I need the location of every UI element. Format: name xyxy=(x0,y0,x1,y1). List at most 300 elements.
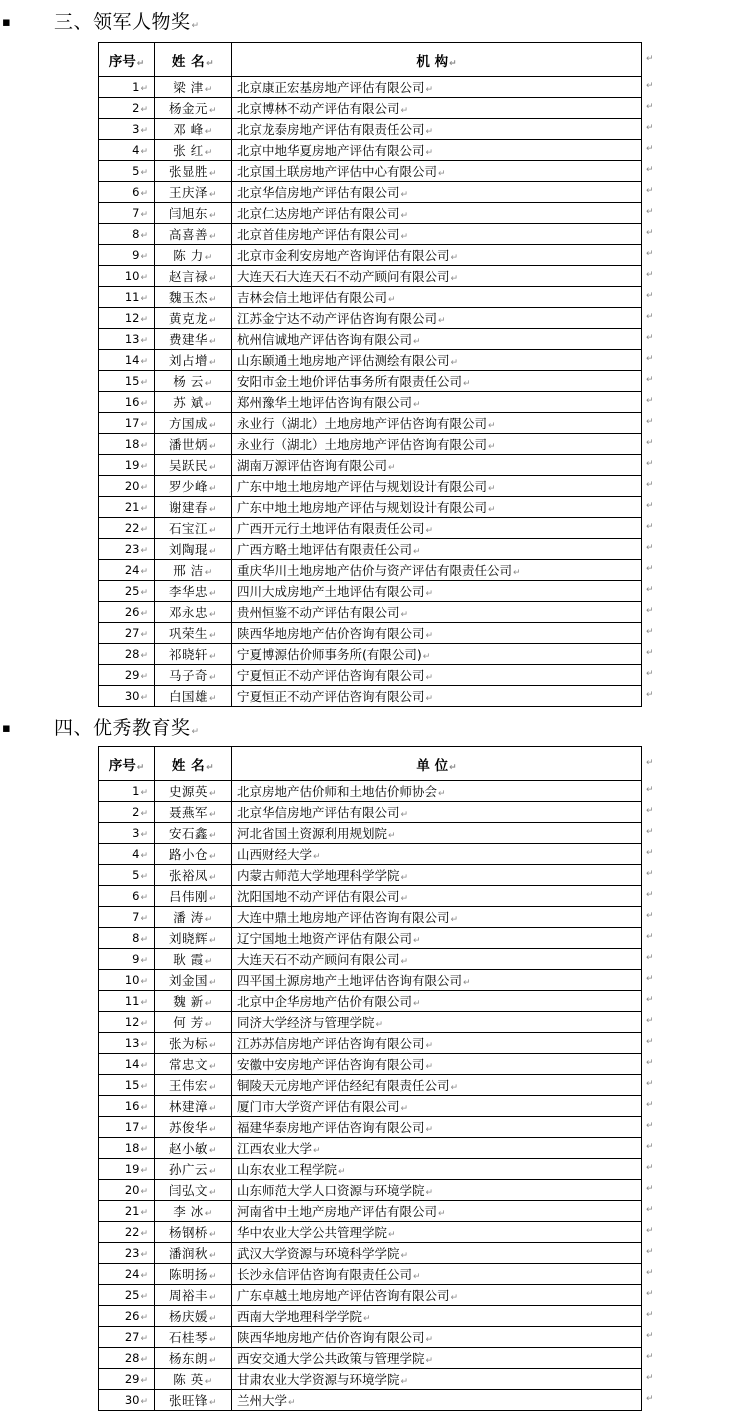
row-end-mark: ↵ xyxy=(646,1016,654,1026)
table-row xyxy=(99,1243,642,1264)
person-name: 巩荣生↵ xyxy=(155,623,232,644)
person-name: 赵言禄↵ xyxy=(155,266,232,287)
row-number: 4↵ xyxy=(99,140,155,161)
organization: 北京国土联房地产评估中心有限公司↵ xyxy=(232,161,642,182)
organization: 江西农业大学↵ xyxy=(232,1138,642,1159)
person-name: 聂燕军↵ xyxy=(155,802,232,823)
table-header-row xyxy=(99,43,642,77)
table-row xyxy=(99,1327,642,1348)
person-name: 陈 英↵ xyxy=(155,1369,232,1390)
row-end-mark: ↵ xyxy=(646,186,654,196)
organization: 永业行（湖北）土地房地产评估咨询有限公司↵ xyxy=(232,434,642,455)
row-end-mark: ↵ xyxy=(646,890,654,900)
person-name: 周裕丰↵ xyxy=(155,1285,232,1306)
table-header-row xyxy=(99,747,642,781)
row-number: 3↵ xyxy=(99,119,155,140)
list-bullet: ▪ xyxy=(2,721,11,736)
table-row xyxy=(99,665,642,686)
row-number: 25↵ xyxy=(99,1285,155,1306)
row-number: 22↵ xyxy=(99,518,155,539)
person-name: 何 芳↵ xyxy=(155,1012,232,1033)
table-row xyxy=(99,949,642,970)
person-name: 潘世炳↵ xyxy=(155,434,232,455)
person-name: 费建华↵ xyxy=(155,329,232,350)
row-end-mark: ↵ xyxy=(646,102,654,112)
row-number: 10↵ xyxy=(99,266,155,287)
row-number: 2↵ xyxy=(99,98,155,119)
leadership-table-body xyxy=(99,77,642,707)
row-number: 3↵ xyxy=(99,823,155,844)
table-row xyxy=(99,1180,642,1201)
row-number: 27↵ xyxy=(99,623,155,644)
person-name: 张为标↵ xyxy=(155,1033,232,1054)
header-name: 姓 名↵ xyxy=(155,43,232,77)
row-end-mark: ↵ xyxy=(646,785,654,795)
table-row xyxy=(99,1075,642,1096)
row-number: 13↵ xyxy=(99,329,155,350)
person-name: 杨 云↵ xyxy=(155,371,232,392)
person-name: 邢 洁↵ xyxy=(155,560,232,581)
organization: 贵州恒鉴不动产评估有限公司↵ xyxy=(232,602,642,623)
table-row xyxy=(99,224,642,245)
person-name: 张旺锋↵ xyxy=(155,1390,232,1411)
organization: 陕西华地房地产估价咨询有限公司↵ xyxy=(232,1327,642,1348)
person-name: 杨庆媛↵ xyxy=(155,1306,232,1327)
row-end-mark: ↵ xyxy=(646,459,654,469)
person-name: 林建漳↵ xyxy=(155,1096,232,1117)
row-number: 17↵ xyxy=(99,413,155,434)
organization: 铜陵天元房地产评估经纪有限责任公司↵ xyxy=(232,1075,642,1096)
table-row xyxy=(99,991,642,1012)
table-row xyxy=(99,1264,642,1285)
table-row xyxy=(99,865,642,886)
row-end-mark: ↵ xyxy=(646,375,654,385)
row-end-mark: ↵ xyxy=(646,207,654,217)
person-name: 张裕凤↵ xyxy=(155,865,232,886)
row-end-mark: ↵ xyxy=(646,869,654,879)
row-number: 2↵ xyxy=(99,802,155,823)
person-name: 高喜善↵ xyxy=(155,224,232,245)
row-end-mark: ↵ xyxy=(646,757,654,768)
section-heading-leadership: 三、领军人物奖↵ xyxy=(54,11,200,33)
row-number: 15↵ xyxy=(99,1075,155,1096)
row-end-mark: ↵ xyxy=(646,953,654,963)
row-end-mark: ↵ xyxy=(646,1394,654,1404)
row-end-mark: ↵ xyxy=(646,123,654,133)
table-row xyxy=(99,266,642,287)
header-org: 机 构↵ xyxy=(232,43,642,77)
row-end-mark: ↵ xyxy=(646,806,654,816)
organization: 厦门市大学资产评估有限公司↵ xyxy=(232,1096,642,1117)
organization: 武汉大学资源与环境科学学院↵ xyxy=(232,1243,642,1264)
row-number: 25↵ xyxy=(99,581,155,602)
person-name: 苏俊华↵ xyxy=(155,1117,232,1138)
table-row xyxy=(99,182,642,203)
person-name: 石桂琴↵ xyxy=(155,1327,232,1348)
header-name: 姓 名↵ xyxy=(155,747,232,781)
organization: 山东农业工程学院↵ xyxy=(232,1159,642,1180)
row-end-mark: ↵ xyxy=(646,417,654,427)
table-row xyxy=(99,1033,642,1054)
person-name: 闫弘文↵ xyxy=(155,1180,232,1201)
table-row xyxy=(99,434,642,455)
person-name: 吴跃民↵ xyxy=(155,455,232,476)
row-end-mark: ↵ xyxy=(646,585,654,595)
person-name: 常忠文↵ xyxy=(155,1054,232,1075)
table-row xyxy=(99,1138,642,1159)
organization: 大连天石不动产顾问有限公司↵ xyxy=(232,949,642,970)
row-number: 21↵ xyxy=(99,1201,155,1222)
person-name: 杨钢桥↵ xyxy=(155,1222,232,1243)
organization: 吉林会信土地评估有限公司↵ xyxy=(232,287,642,308)
table-row xyxy=(99,350,642,371)
row-end-mark: ↵ xyxy=(646,270,654,280)
row-number: 7↵ xyxy=(99,203,155,224)
table-row xyxy=(99,1285,642,1306)
table-row xyxy=(99,203,642,224)
row-number: 27↵ xyxy=(99,1327,155,1348)
row-number: 7↵ xyxy=(99,907,155,928)
row-number: 6↵ xyxy=(99,182,155,203)
row-end-mark: ↵ xyxy=(646,144,654,154)
row-end-mark: ↵ xyxy=(646,911,654,921)
table-row xyxy=(99,1159,642,1180)
table-row xyxy=(99,1348,642,1369)
header-no: 序号↵ xyxy=(99,43,155,77)
person-name: 史源英↵ xyxy=(155,781,232,802)
organization: 华中农业大学公共管理学院↵ xyxy=(232,1222,642,1243)
organization: 重庆华川土地房地产估价与资产评估有限责任公司↵ xyxy=(232,560,642,581)
row-end-mark: ↵ xyxy=(646,1184,654,1194)
row-number: 14↵ xyxy=(99,350,155,371)
organization: 宁夏博源估价师事务所(有限公司)↵ xyxy=(232,644,642,665)
row-number: 1↵ xyxy=(99,77,155,98)
header-no: 序号↵ xyxy=(99,747,155,781)
row-number: 9↵ xyxy=(99,245,155,266)
leadership-award-table xyxy=(98,42,642,707)
person-name: 赵小敏↵ xyxy=(155,1138,232,1159)
organization: 北京中地华夏房地产评估有限公司↵ xyxy=(232,140,642,161)
organization: 安徽中安房地产评估咨询有限公司↵ xyxy=(232,1054,642,1075)
header-unit: 单 位↵ xyxy=(232,747,642,781)
organization: 河南省中土地产房地产评估有限公司↵ xyxy=(232,1201,642,1222)
organization: 内蒙古师范大学地理科学学院↵ xyxy=(232,865,642,886)
organization: 北京华信房地产评估有限公司↵ xyxy=(232,802,642,823)
row-number: 12↵ xyxy=(99,308,155,329)
organization: 辽宁国地土地资产评估有限公司↵ xyxy=(232,928,642,949)
row-end-mark: ↵ xyxy=(646,522,654,532)
row-number: 16↵ xyxy=(99,1096,155,1117)
table-row xyxy=(99,392,642,413)
table-row xyxy=(99,371,642,392)
table-row xyxy=(99,413,642,434)
row-end-mark: ↵ xyxy=(646,81,654,91)
row-end-mark: ↵ xyxy=(646,396,654,406)
row-end-mark: ↵ xyxy=(646,1331,654,1341)
organization: 沈阳国地不动产评估有限公司↵ xyxy=(232,886,642,907)
row-number: 12↵ xyxy=(99,1012,155,1033)
organization: 四平国土源房地产土地评估咨询有限公司↵ xyxy=(232,970,642,991)
row-number: 10↵ xyxy=(99,970,155,991)
table-row xyxy=(99,844,642,865)
organization: 湖南万源评估咨询有限公司↵ xyxy=(232,455,642,476)
row-number: 17↵ xyxy=(99,1117,155,1138)
table-row xyxy=(99,119,642,140)
table-row xyxy=(99,581,642,602)
table-row xyxy=(99,823,642,844)
table-row xyxy=(99,1096,642,1117)
organization: 山东颐通土地房地产评估测绘有限公司↵ xyxy=(232,350,642,371)
table-row xyxy=(99,140,642,161)
person-name: 梁 津↵ xyxy=(155,77,232,98)
row-end-mark: ↵ xyxy=(646,480,654,490)
row-number: 26↵ xyxy=(99,602,155,623)
person-name: 马子奇↵ xyxy=(155,665,232,686)
organization: 江苏苏信房地产评估咨询有限公司↵ xyxy=(232,1033,642,1054)
person-name: 潘 涛↵ xyxy=(155,907,232,928)
row-number: 22↵ xyxy=(99,1222,155,1243)
table-row xyxy=(99,161,642,182)
row-end-mark: ↵ xyxy=(646,333,654,343)
row-number: 5↵ xyxy=(99,865,155,886)
organization: 北京康正宏基房地产评估有限公司↵ xyxy=(232,77,642,98)
table-row xyxy=(99,886,642,907)
person-name: 李华忠↵ xyxy=(155,581,232,602)
row-number: 24↵ xyxy=(99,1264,155,1285)
person-name: 王伟宏↵ xyxy=(155,1075,232,1096)
row-end-mark: ↵ xyxy=(646,669,654,679)
row-end-mark: ↵ xyxy=(646,1079,654,1089)
row-number: 14↵ xyxy=(99,1054,155,1075)
organization: 安阳市金土地价评估事务所有限责任公司↵ xyxy=(232,371,642,392)
row-end-mark: ↵ xyxy=(646,690,654,700)
row-end-mark: ↵ xyxy=(646,827,654,837)
organization: 陕西华地房地产估价咨询有限公司↵ xyxy=(232,623,642,644)
row-number: 1↵ xyxy=(99,781,155,802)
organization: 山西财经大学↵ xyxy=(232,844,642,865)
row-end-mark: ↵ xyxy=(646,1142,654,1152)
row-end-mark: ↵ xyxy=(646,1352,654,1362)
table-row xyxy=(99,560,642,581)
person-name: 刘占增↵ xyxy=(155,350,232,371)
row-end-mark: ↵ xyxy=(646,648,654,658)
organization: 北京首佳房地产评估有限公司↵ xyxy=(232,224,642,245)
table-row xyxy=(99,1054,642,1075)
person-name: 陈 力↵ xyxy=(155,245,232,266)
person-name: 谢建春↵ xyxy=(155,497,232,518)
organization: 西南大学地理科学学院↵ xyxy=(232,1306,642,1327)
person-name: 邓永忠↵ xyxy=(155,602,232,623)
education-table-body xyxy=(99,781,642,1411)
organization: 郑州豫华土地评估咨询有限公司↵ xyxy=(232,392,642,413)
organization: 北京博林不动产评估有限公司↵ xyxy=(232,98,642,119)
organization: 北京中企华房地产估价有限公司↵ xyxy=(232,991,642,1012)
row-end-mark: ↵ xyxy=(646,1226,654,1236)
table-row xyxy=(99,907,642,928)
table-row xyxy=(99,1369,642,1390)
row-end-mark: ↵ xyxy=(646,1289,654,1299)
row-number: 30↵ xyxy=(99,1390,155,1411)
organization: 广西方略土地评估有限责任公司↵ xyxy=(232,539,642,560)
row-end-mark: ↵ xyxy=(646,438,654,448)
row-number: 29↵ xyxy=(99,665,155,686)
row-number: 21↵ xyxy=(99,497,155,518)
row-number: 9↵ xyxy=(99,949,155,970)
person-name: 罗少峰↵ xyxy=(155,476,232,497)
person-name: 王庆泽↵ xyxy=(155,182,232,203)
table-row xyxy=(99,623,642,644)
row-end-mark: ↵ xyxy=(646,848,654,858)
section-heading-education: 四、优秀教育奖↵ xyxy=(54,717,200,739)
table-row xyxy=(99,1390,642,1411)
row-number: 24↵ xyxy=(99,560,155,581)
organization: 广西开元行土地评估有限责任公司↵ xyxy=(232,518,642,539)
organization: 广东中地土地房地产评估与规划设计有限公司↵ xyxy=(232,476,642,497)
organization: 杭州信诚地产评估咨询有限公司↵ xyxy=(232,329,642,350)
organization: 宁夏恒正不动产评估咨询有限公司↵ xyxy=(232,686,642,707)
row-number: 19↵ xyxy=(99,1159,155,1180)
row-number: 20↵ xyxy=(99,476,155,497)
person-name: 魏玉杰↵ xyxy=(155,287,232,308)
organization: 大连中鼎土地房地产评估咨询有限公司↵ xyxy=(232,907,642,928)
person-name: 陈明扬↵ xyxy=(155,1264,232,1285)
organization: 北京市金利安房地产咨询评估有限公司↵ xyxy=(232,245,642,266)
row-end-mark: ↵ xyxy=(646,543,654,553)
organization: 四川大成房地产土地评估有限公司↵ xyxy=(232,581,642,602)
table-row xyxy=(99,518,642,539)
table-row xyxy=(99,287,642,308)
table-row xyxy=(99,686,642,707)
row-end-mark: ↵ xyxy=(646,354,654,364)
person-name: 杨金元↵ xyxy=(155,98,232,119)
person-name: 吕伟刚↵ xyxy=(155,886,232,907)
row-end-mark: ↵ xyxy=(646,606,654,616)
table-row xyxy=(99,970,642,991)
table-row xyxy=(99,98,642,119)
row-end-mark: ↵ xyxy=(646,165,654,175)
table-row xyxy=(99,77,642,98)
row-number: 6↵ xyxy=(99,886,155,907)
person-name: 安石鑫↵ xyxy=(155,823,232,844)
row-number: 11↵ xyxy=(99,287,155,308)
table-row xyxy=(99,245,642,266)
table-row xyxy=(99,1201,642,1222)
row-number: 28↵ xyxy=(99,644,155,665)
table-row xyxy=(99,308,642,329)
row-end-mark: ↵ xyxy=(646,249,654,259)
organization: 河北省国土资源利用规划院↵ xyxy=(232,823,642,844)
table-row xyxy=(99,602,642,623)
row-end-mark: ↵ xyxy=(646,1373,654,1383)
person-name: 祁晓轩↵ xyxy=(155,644,232,665)
table-row xyxy=(99,1222,642,1243)
person-name: 潘润秋↵ xyxy=(155,1243,232,1264)
row-end-mark: ↵ xyxy=(646,1163,654,1173)
row-end-mark: ↵ xyxy=(646,53,654,64)
organization: 西安交通大学公共政策与管理学院↵ xyxy=(232,1348,642,1369)
organization: 兰州大学↵ xyxy=(232,1390,642,1411)
person-name: 黄克龙↵ xyxy=(155,308,232,329)
row-end-mark: ↵ xyxy=(646,995,654,1005)
row-number: 28↵ xyxy=(99,1348,155,1369)
row-end-mark: ↵ xyxy=(646,1037,654,1047)
row-number: 18↵ xyxy=(99,1138,155,1159)
row-number: 18↵ xyxy=(99,434,155,455)
person-name: 白国雄↵ xyxy=(155,686,232,707)
row-end-mark: ↵ xyxy=(646,1121,654,1131)
row-number: 15↵ xyxy=(99,371,155,392)
organization: 甘肃农业大学资源与环境学院↵ xyxy=(232,1369,642,1390)
row-number: 19↵ xyxy=(99,455,155,476)
row-end-mark: ↵ xyxy=(646,564,654,574)
row-number: 30↵ xyxy=(99,686,155,707)
row-number: 20↵ xyxy=(99,1180,155,1201)
person-name: 张显胜↵ xyxy=(155,161,232,182)
organization: 北京龙泰房地产评估有限责任公司↵ xyxy=(232,119,642,140)
organization: 北京仁达房地产评估有限公司↵ xyxy=(232,203,642,224)
organization: 同济大学经济与管理学院↵ xyxy=(232,1012,642,1033)
organization: 江苏金宁达不动产评估咨询有限公司↵ xyxy=(232,308,642,329)
organization: 广东中地土地房地产评估与规划设计有限公司↵ xyxy=(232,497,642,518)
row-number: 23↵ xyxy=(99,1243,155,1264)
table-row xyxy=(99,928,642,949)
person-name: 魏 新↵ xyxy=(155,991,232,1012)
person-name: 孙广云↵ xyxy=(155,1159,232,1180)
table-row xyxy=(99,497,642,518)
row-number: 5↵ xyxy=(99,161,155,182)
person-name: 杨东朗↵ xyxy=(155,1348,232,1369)
person-name: 闫旭东↵ xyxy=(155,203,232,224)
person-name: 刘陶琨↵ xyxy=(155,539,232,560)
person-name: 方国成↵ xyxy=(155,413,232,434)
organization: 北京华信房地产评估有限公司↵ xyxy=(232,182,642,203)
person-name: 李 冰↵ xyxy=(155,1201,232,1222)
row-number: 26↵ xyxy=(99,1306,155,1327)
row-number: 16↵ xyxy=(99,392,155,413)
row-number: 23↵ xyxy=(99,539,155,560)
person-name: 苏 斌↵ xyxy=(155,392,232,413)
table-row xyxy=(99,539,642,560)
list-bullet: ▪ xyxy=(2,15,11,30)
table-row xyxy=(99,802,642,823)
table-row xyxy=(99,1117,642,1138)
table-row xyxy=(99,781,642,802)
table-row xyxy=(99,476,642,497)
row-number: 11↵ xyxy=(99,991,155,1012)
organization: 宁夏恒正不动产评估咨询有限公司↵ xyxy=(232,665,642,686)
row-number: 29↵ xyxy=(99,1369,155,1390)
table-row xyxy=(99,1306,642,1327)
row-end-mark: ↵ xyxy=(646,1058,654,1068)
row-number: 4↵ xyxy=(99,844,155,865)
organization: 广东卓越土地房地产评估咨询有限公司↵ xyxy=(232,1285,642,1306)
row-end-mark: ↵ xyxy=(646,312,654,322)
person-name: 耿 霞↵ xyxy=(155,949,232,970)
organization: 山东师范大学人口资源与环境学院↵ xyxy=(232,1180,642,1201)
organization: 永业行（湖北）土地房地产评估咨询有限公司↵ xyxy=(232,413,642,434)
person-name: 刘金国↵ xyxy=(155,970,232,991)
table-row xyxy=(99,455,642,476)
row-number: 8↵ xyxy=(99,224,155,245)
row-end-mark: ↵ xyxy=(646,627,654,637)
row-end-mark: ↵ xyxy=(646,1100,654,1110)
row-end-mark: ↵ xyxy=(646,501,654,511)
row-end-mark: ↵ xyxy=(646,974,654,984)
table-row xyxy=(99,329,642,350)
row-number: 8↵ xyxy=(99,928,155,949)
row-end-mark: ↵ xyxy=(646,291,654,301)
person-name: 邓 峰↵ xyxy=(155,119,232,140)
